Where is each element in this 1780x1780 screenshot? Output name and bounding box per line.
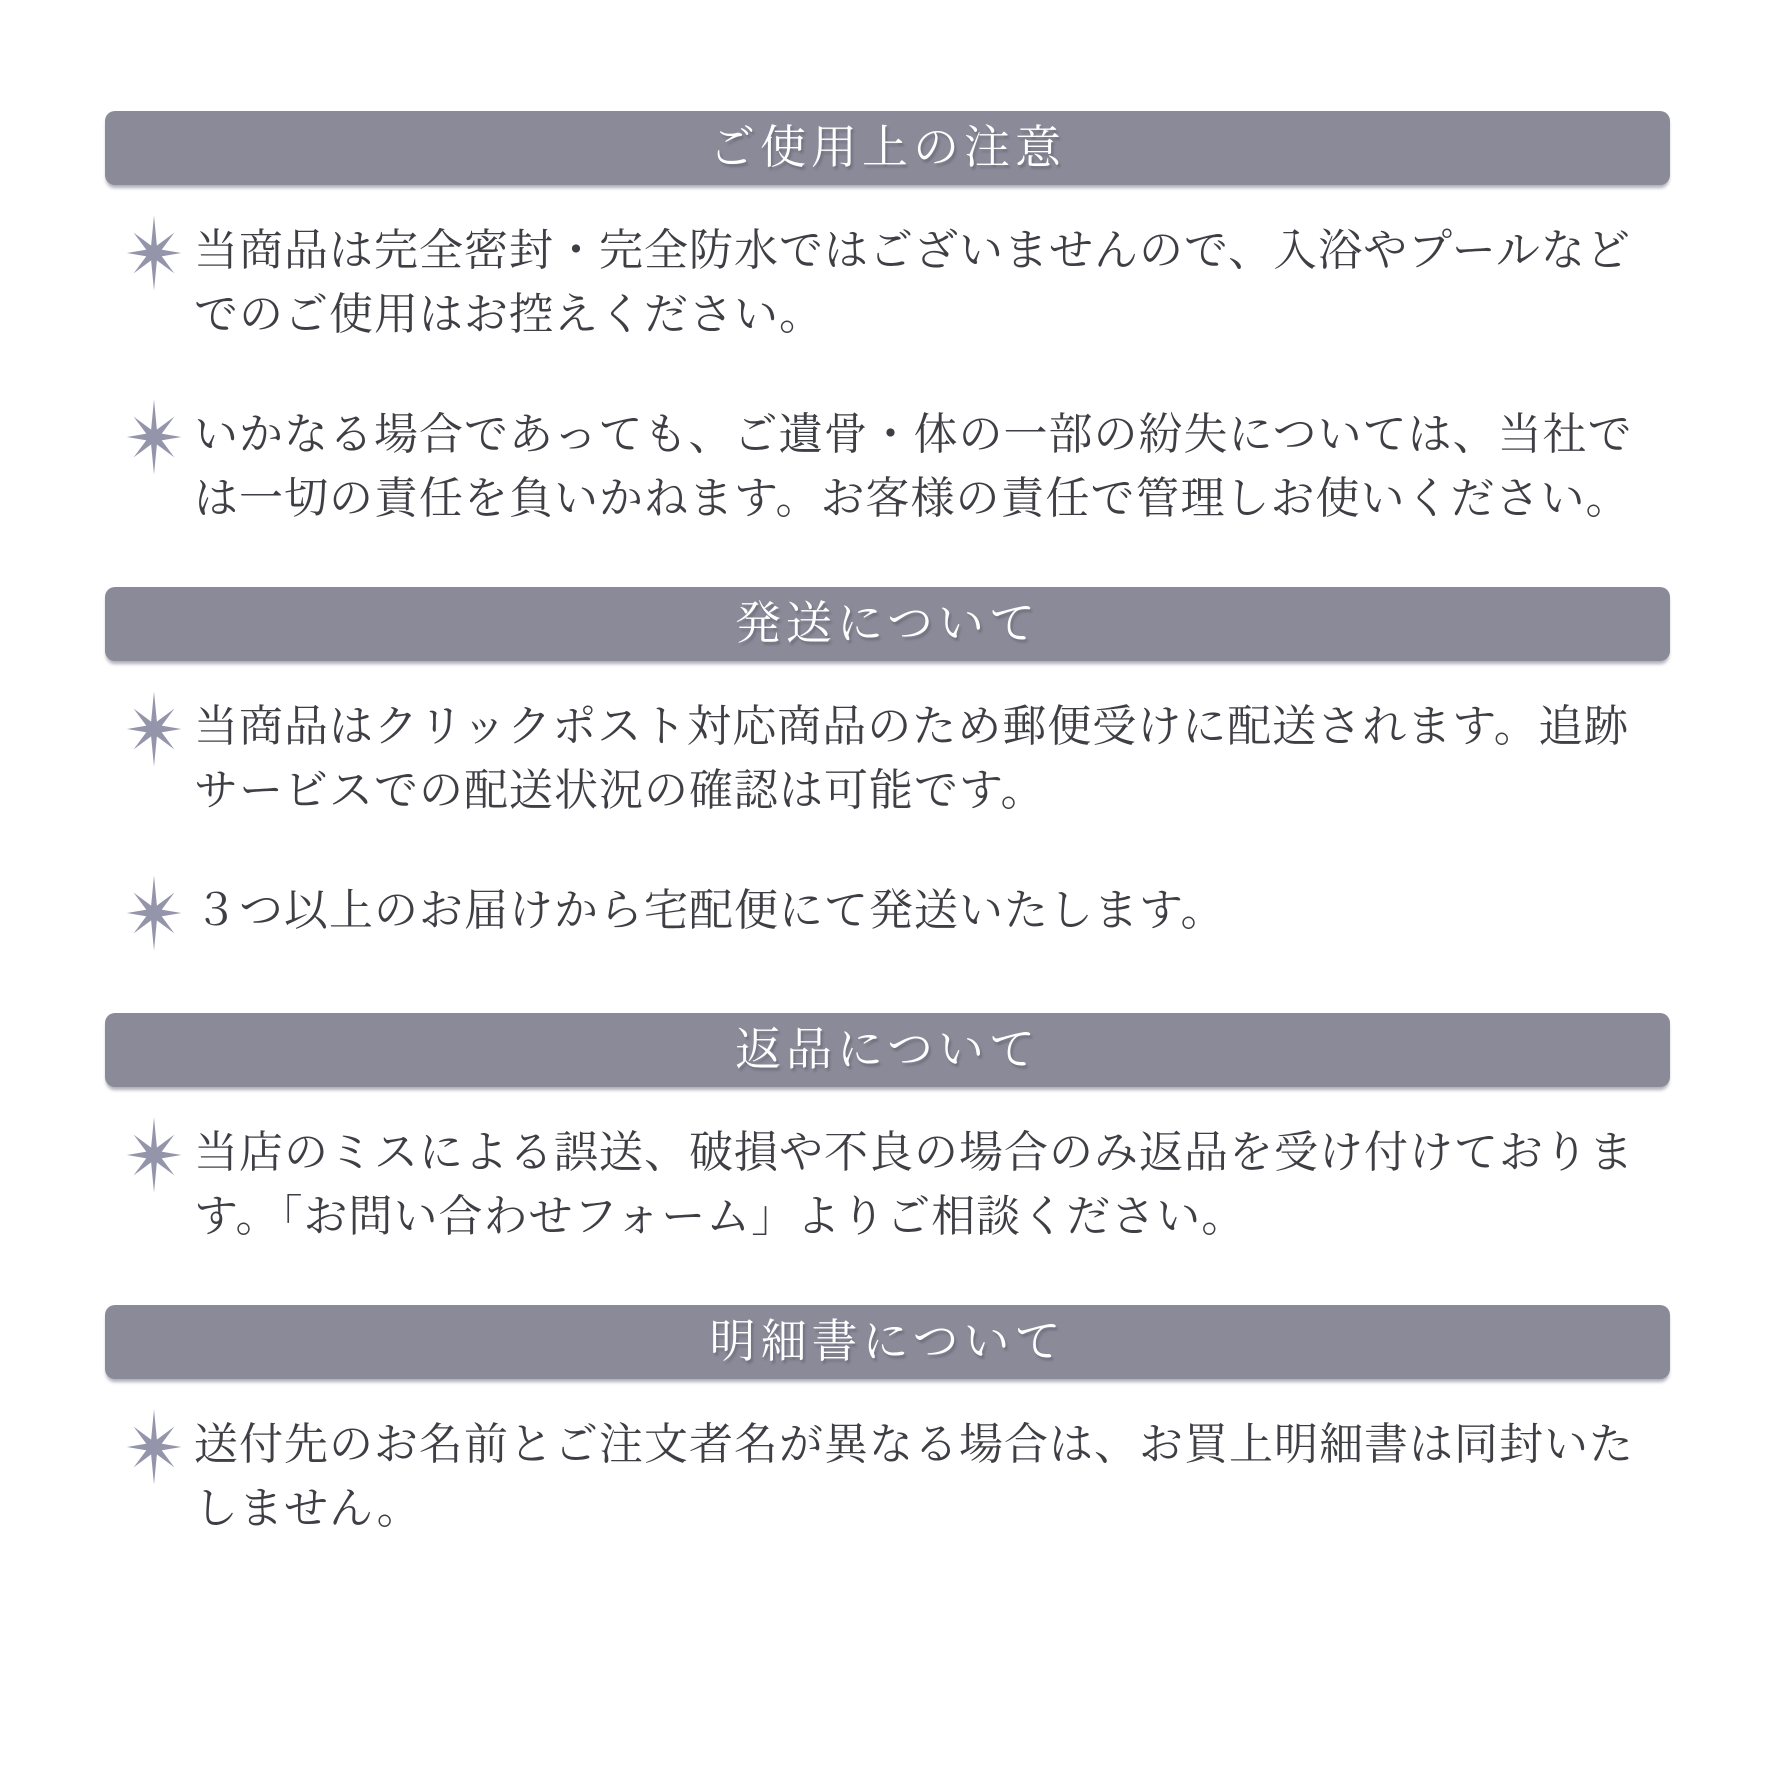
sparkle-bullet-icon: [118, 1403, 190, 1491]
bullet-text: 当商品は完全密封・完全防水ではございませんので、入浴やプールなどでのご使用はお控えください。: [194, 226, 1631, 339]
list-item: [118, 1121, 1685, 1249]
info-section: [0, 111, 1780, 531]
bullet-list: [0, 1379, 1780, 1541]
bullet-text: いかなる場合であっても、ご遺骨・体の一部の紛失については、当社では一切の責任を負いかねます。お客様の責任で管理しお使いください。: [194, 410, 1633, 523]
list-item: [118, 219, 1685, 347]
list-item: [118, 879, 1685, 957]
info-section: [0, 1013, 1780, 1249]
section-header-band: [105, 111, 1670, 185]
list-item: [118, 695, 1685, 823]
section-title: 発送について: [734, 598, 1041, 649]
section-header-band: [105, 587, 1670, 661]
list-item: [118, 403, 1685, 531]
list-item: [118, 1413, 1685, 1541]
section-title: 返品について: [734, 1024, 1041, 1075]
bullet-text: 当商品はクリックポスト対応商品のため郵便受けに配送されます。追跡サービスでの配送状況の確認は可能です。: [194, 702, 1629, 815]
sections-container: [0, 111, 1780, 1541]
info-section: [0, 1305, 1780, 1541]
sparkle-bullet-icon: [118, 869, 190, 957]
bullet-list: [0, 185, 1780, 531]
section-header-band: [105, 1013, 1670, 1087]
bullet-text: ３つ以上のお届けから宅配便にて発送いたします。: [194, 886, 1226, 935]
section-title: 明細書について: [709, 1316, 1066, 1367]
bullet-list: [0, 661, 1780, 957]
info-section: [0, 587, 1780, 957]
sparkle-bullet-icon: [118, 393, 190, 481]
section-header-band: [105, 1305, 1670, 1379]
sparkle-bullet-icon: [118, 1111, 190, 1199]
section-title: ご使用上の注意: [709, 122, 1066, 173]
sparkle-bullet-icon: [118, 685, 190, 773]
sparkle-bullet-icon: [118, 209, 190, 297]
bullet-text: 送付先のお名前とご注文者名が異なる場合は、お買上明細書は同封いたしません。: [194, 1420, 1634, 1533]
bullet-text: 当店のミスによる誤送、破損や不良の場合のみ返品を受け付けております。「お問い合わせフォーム」よりご相談ください。: [194, 1128, 1634, 1241]
bullet-list: [0, 1087, 1780, 1249]
